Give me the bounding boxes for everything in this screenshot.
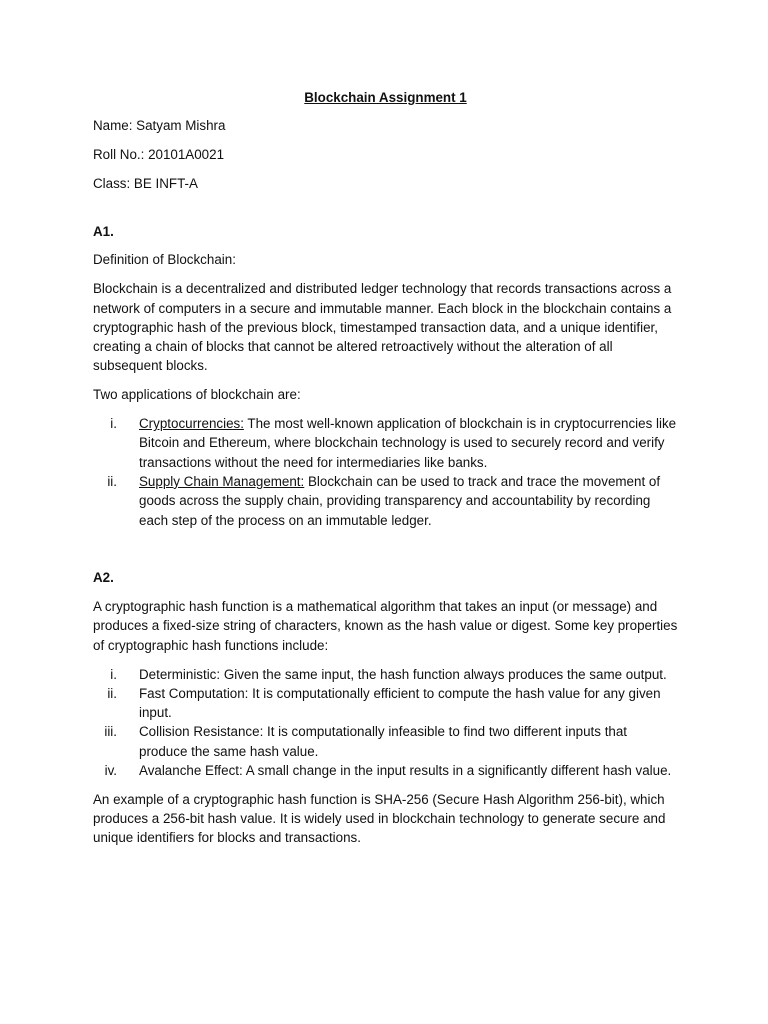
list-item [93, 472, 678, 530]
list-numeral: iii. [104, 724, 117, 740]
roll-number: Roll No.: 20101A0021 [93, 147, 225, 163]
property-text: Collision Resistance: It is computationally infeasible to find two different inputs that produce the same hash value. [139, 724, 628, 759]
list-numeral: ii. [107, 473, 117, 489]
application-term: Cryptocurrencies: [139, 416, 244, 432]
property-text: Fast Computation: It is computationally efficient to compute the hash value for any given input. [139, 685, 661, 721]
hash-intro: A cryptographic hash function is a mathematical algorithm that takes an input (or message) and produces a fixed-size string of characters, known as the hash value or digest. Some key properties of cryptographic hash functions include: [93, 599, 678, 653]
spacer [93, 539, 678, 568]
list-item [93, 761, 678, 780]
student-name: Name: Satyam Mishra [93, 118, 226, 134]
property-text: Avalanche Effect: A small change in the input results in a significantly different hash value. [139, 763, 672, 779]
section-a2-heading: A2. [93, 570, 114, 586]
property-text: Deterministic: Given the same input, the hash function always produces the same output. [139, 666, 667, 682]
list-item [93, 414, 678, 472]
document-title: Blockchain Assignment 1 [304, 90, 467, 105]
list-item [93, 722, 678, 761]
definition-heading: Definition of Blockchain: [93, 252, 236, 268]
section-a1-heading: A1. [93, 223, 114, 239]
applications-list [93, 414, 678, 530]
list-numeral: i. [110, 666, 117, 682]
list-item [93, 665, 678, 684]
properties-list [93, 665, 678, 781]
list-numeral: iv. [104, 763, 117, 779]
document-page [93, 88, 678, 857]
application-term: Supply Chain Management: [139, 473, 305, 489]
spacer [93, 203, 678, 222]
list-item-body [139, 414, 678, 472]
hash-example: An example of a cryptographic hash function is SHA-256 (Secure Hash Algorithm 256-bit), which produces a 256-bit hash value. It is widely used in blockchain technology to generate secure and unique identifiers for blocks and transactions. [93, 791, 666, 846]
application-text: The most well-known application of blockchain is in cryptocurrencies like Bitcoin and Ethereum, where blockchain technology is used to securely record and verify transactions without the need for intermediaries like banks. [139, 416, 677, 470]
list-numeral: ii. [107, 685, 117, 701]
application-text: Blockchain can be used to track and trace the movement of goods across the supply chain, providing transparency and accountability by recording each step of the process on an immutable ledger. [139, 473, 661, 528]
list-item-body [139, 472, 678, 530]
definition-text: Blockchain is a decentralized and distributed ledger technology that records transactions across a network of computers in a secure and immutable manner. Each block in the blockchain contains a cryptographic hash of the previous block, timestamped transaction data, and a unique identifier, creating a chain of blocks that cannot be altered retroactively without the alteration of all subsequent blocks. [93, 281, 672, 374]
list-numeral: i. [110, 416, 117, 432]
list-item [93, 684, 678, 723]
class-info: Class: BE INFT-A [93, 175, 198, 191]
applications-intro: Two applications of blockchain are: [93, 387, 301, 403]
